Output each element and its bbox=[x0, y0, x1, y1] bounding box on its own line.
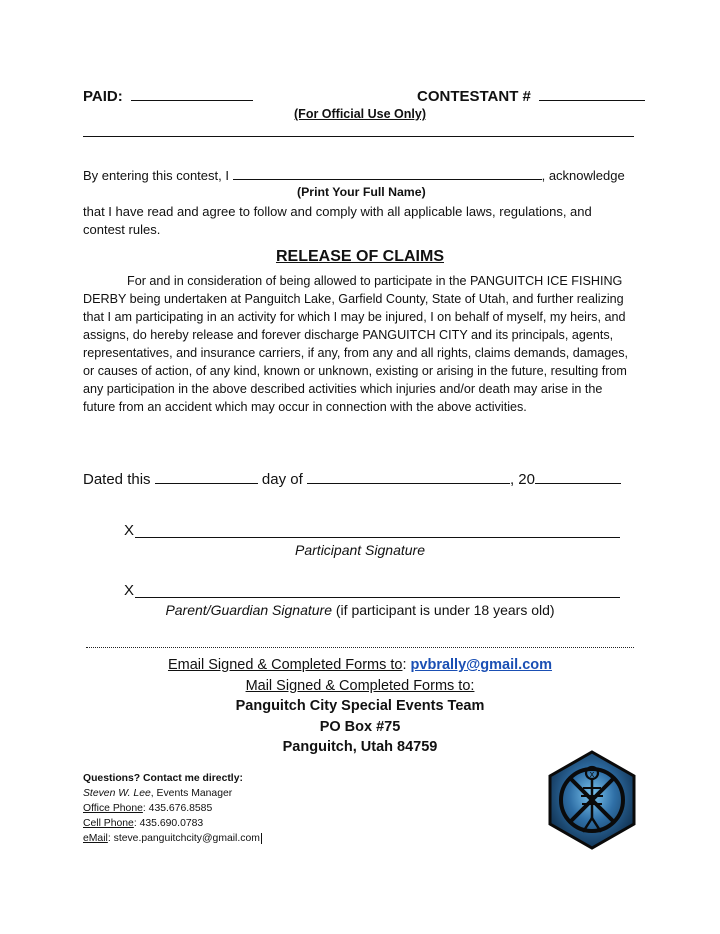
parent-signature-note: (if participant is under 18 years old) bbox=[332, 602, 555, 618]
participant-signature-line[interactable] bbox=[124, 522, 620, 540]
entry-suffix: , acknowledge bbox=[541, 168, 625, 183]
no-fishing-badge-icon bbox=[547, 750, 637, 850]
parent-signature-line[interactable] bbox=[124, 582, 620, 600]
cell-phone-row bbox=[83, 816, 262, 831]
po-box: PO Box #75 bbox=[319, 719, 401, 735]
official-use-note: (For Official Use Only) bbox=[294, 107, 426, 121]
year-prefix: , 20 bbox=[509, 471, 535, 488]
contestant-blank[interactable] bbox=[539, 100, 645, 101]
year-blank[interactable] bbox=[535, 483, 621, 484]
text-cursor bbox=[261, 833, 262, 844]
release-paragraph: For and in consideration of being allowed to participate in the PANGUITCH ICE FISHING DERBY being undertaken at Panguitch Lake, Garfield County, State of Utah, and further realizing that I am participating in an activity for which I may be injured, I on behalf of myself, my heirs, and assigns, do hereby release and forever discharge PANGUITCH CITY and its principals, agents, representatives, and insurance carriers, if any, from any and all rights, claims demands, damages, or causes of action, of any kind, known or unknown, existing or arising in the future, resulting from any participation in the above described activities which injuries and/or death may arise in the future from an accident which may occur in connection with the above activities. bbox=[83, 274, 629, 414]
cell-phone-label: Cell Phone bbox=[83, 818, 134, 829]
full-name-blank[interactable] bbox=[233, 179, 542, 180]
contact-title: , Events Manager bbox=[150, 788, 233, 799]
email-colon: : bbox=[402, 657, 407, 673]
city-state-zip: Panguitch, Utah 84759 bbox=[282, 739, 438, 755]
mail-forms-label: Mail Signed & Completed Forms to: bbox=[245, 678, 475, 694]
contestant-label: CONTESTANT # bbox=[417, 88, 531, 105]
org-name: Panguitch City Special Events Team bbox=[235, 698, 485, 714]
month-blank[interactable] bbox=[307, 483, 510, 484]
print-name-label: (Print Your Full Name) bbox=[297, 185, 426, 199]
office-phone-label: Office Phone bbox=[83, 803, 143, 814]
contact-name-row bbox=[83, 786, 262, 801]
email-forms-label: Email Signed & Completed Forms to bbox=[167, 657, 403, 673]
office-phone-row bbox=[83, 801, 262, 816]
contact-email-row bbox=[83, 831, 262, 846]
participant-sig-rule bbox=[135, 537, 620, 538]
parent-signature-label: Parent/Guardian Signature bbox=[165, 602, 332, 618]
participant-signature-label: Participant Signature bbox=[295, 542, 425, 558]
release-title: RELEASE OF CLAIMS bbox=[275, 248, 444, 265]
header-divider bbox=[83, 136, 634, 137]
paid-field bbox=[83, 88, 253, 105]
entry-line bbox=[83, 168, 625, 183]
day-blank[interactable] bbox=[155, 483, 258, 484]
entry-prefix: By entering this contest, I bbox=[83, 168, 229, 183]
contact-email-label: eMail bbox=[83, 833, 108, 844]
svg-text:x: x bbox=[589, 769, 595, 779]
entry-acknowledgement: that I have read and agree to follow and comply with all applicable laws, regulations, and contest rules. bbox=[83, 204, 592, 237]
dated-line bbox=[83, 471, 621, 488]
dotted-divider bbox=[86, 647, 634, 648]
dated-prefix: Dated this bbox=[83, 471, 151, 488]
office-phone[interactable]: : 435.676.8585 bbox=[142, 803, 213, 814]
cell-phone[interactable]: : 435.690.0783 bbox=[133, 818, 204, 829]
day-of-label: day of bbox=[261, 471, 303, 488]
contact-name: Steven W. Lee bbox=[83, 788, 151, 799]
paid-label: PAID: bbox=[83, 88, 123, 105]
contact-heading: Questions? Contact me directly: bbox=[83, 773, 243, 784]
contestant-field bbox=[417, 88, 645, 105]
parent-x-mark: X bbox=[124, 582, 135, 599]
parent-sig-rule bbox=[135, 597, 620, 598]
paid-blank[interactable] bbox=[131, 100, 253, 101]
participant-x-mark: X bbox=[124, 522, 135, 539]
submission-email-link[interactable]: pvbrally@gmail.com bbox=[410, 657, 553, 673]
parent-signature-label-row bbox=[0, 602, 720, 618]
contact-email[interactable]: : steve.panguitchcity@gmail.com bbox=[107, 833, 260, 844]
contact-block bbox=[83, 771, 262, 846]
email-row bbox=[0, 657, 720, 673]
